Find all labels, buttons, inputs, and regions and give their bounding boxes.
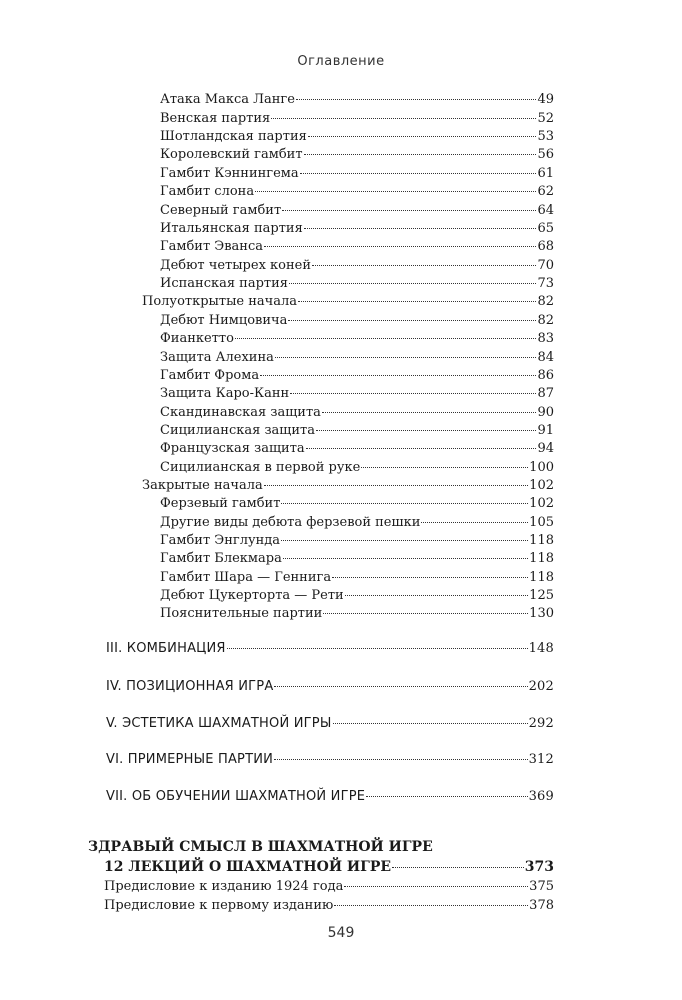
leader-dots bbox=[255, 191, 536, 192]
toc-section-title: Закрытые начала bbox=[142, 478, 263, 493]
toc-entry-page: 375 bbox=[529, 879, 554, 894]
leader-dots bbox=[227, 648, 528, 649]
toc-section-title: Полуоткрытые начала bbox=[142, 294, 298, 309]
toc-entry[interactable] bbox=[160, 422, 554, 440]
toc-entry-title: Гамбит Энглунда bbox=[160, 533, 281, 548]
leader-dots bbox=[334, 905, 528, 906]
toc-section-closed[interactable] bbox=[142, 477, 554, 495]
toc-entry-page: 65 bbox=[537, 221, 554, 236]
toc-section-semi-open[interactable] bbox=[142, 293, 554, 311]
toc-chapter[interactable] bbox=[106, 788, 554, 806]
toc-chapter[interactable] bbox=[106, 678, 554, 696]
toc-entry[interactable] bbox=[160, 275, 554, 293]
part-title: ЗДРАВЫЙ СМЫСЛ В ШАХМАТНОЙ ИГРЕ bbox=[88, 839, 433, 855]
toc-entry[interactable] bbox=[160, 165, 554, 183]
leader-dots bbox=[332, 577, 528, 578]
toc-part-subtitle[interactable] bbox=[104, 858, 554, 876]
leader-dots bbox=[275, 357, 537, 358]
toc-entry[interactable] bbox=[160, 146, 554, 164]
toc-chapter[interactable] bbox=[106, 715, 554, 733]
toc-chapter[interactable] bbox=[106, 751, 554, 769]
toc-chapter-page: 369 bbox=[528, 789, 554, 804]
toc-entry[interactable] bbox=[160, 110, 554, 128]
toc-entry[interactable] bbox=[160, 385, 554, 403]
toc-entry-title: Защита Алехина bbox=[160, 350, 274, 365]
toc-entry[interactable] bbox=[160, 91, 554, 109]
toc-entry-page: 94 bbox=[537, 441, 554, 456]
leader-dots bbox=[298, 301, 536, 302]
toc-chapter-page: 292 bbox=[528, 716, 554, 731]
toc-entry-page: 62 bbox=[537, 184, 554, 199]
leader-dots bbox=[392, 867, 524, 868]
toc-chapter-title: III. КОМБИНАЦИЯ bbox=[106, 641, 226, 656]
toc-entry-title: Испанская партия bbox=[160, 276, 288, 291]
leader-dots bbox=[264, 246, 536, 247]
leader-dots bbox=[260, 375, 536, 376]
toc-entry[interactable] bbox=[160, 550, 554, 568]
toc-entry-page: 118 bbox=[529, 551, 554, 566]
toc-entry-title: Ферзевый гамбит bbox=[160, 496, 281, 511]
toc-chapter-page: 148 bbox=[528, 641, 554, 656]
toc-entry[interactable] bbox=[160, 312, 554, 330]
leader-dots bbox=[289, 283, 536, 284]
toc-entry-title: Королевский гамбит bbox=[160, 147, 303, 162]
toc-entry-page: 84 bbox=[537, 350, 554, 365]
toc-chapter-title: V. ЭСТЕТИКА ШАХМАТНОЙ ИГРЫ bbox=[106, 716, 332, 731]
toc-entry-page: 90 bbox=[537, 405, 554, 420]
leader-dots bbox=[296, 99, 537, 100]
leader-dots bbox=[281, 503, 528, 504]
toc-entry-title: Атака Макса Ланге bbox=[160, 92, 295, 107]
leader-dots bbox=[235, 338, 537, 339]
toc-entry-page: 68 bbox=[537, 239, 554, 254]
toc-chapter-title: IV. ПОЗИЦИОННАЯ ИГРА bbox=[106, 679, 274, 694]
leader-dots bbox=[322, 412, 537, 413]
toc-entry-page: 82 bbox=[537, 313, 554, 328]
leader-dots bbox=[312, 265, 536, 266]
toc-entry-title: Сицилианская в первой руке bbox=[160, 460, 361, 475]
toc-entry-title: Итальянская партия bbox=[160, 221, 303, 236]
leader-dots bbox=[290, 393, 536, 394]
toc-entry-title: Другие виды дебюта ферзевой пешки bbox=[160, 515, 421, 530]
toc-entry-title: Венская партия bbox=[160, 111, 271, 126]
toc-entry-title: Защита Каро-Канн bbox=[160, 386, 290, 401]
toc-entry-page: 105 bbox=[529, 515, 554, 530]
toc-entry-page: 100 bbox=[529, 460, 554, 475]
leader-dots bbox=[281, 540, 528, 541]
toc-entry-title: Сицилианская защита bbox=[160, 423, 315, 438]
toc-entry-page: 61 bbox=[537, 166, 554, 181]
toc-entry-page: 53 bbox=[537, 129, 554, 144]
toc-entry-page: 73 bbox=[537, 276, 554, 291]
toc-entry[interactable] bbox=[160, 238, 554, 256]
toc-entry-title: Скандинавская защита bbox=[160, 405, 321, 420]
toc-entry-page: 64 bbox=[537, 203, 554, 218]
toc-entry[interactable] bbox=[160, 202, 554, 220]
leader-dots bbox=[308, 136, 537, 137]
toc-entry-title: Гамбит Эванса bbox=[160, 239, 263, 254]
toc-entry[interactable] bbox=[160, 367, 554, 385]
running-header: Оглавление bbox=[297, 54, 385, 69]
toc-entry[interactable] bbox=[160, 569, 554, 587]
toc-entry[interactable] bbox=[160, 128, 554, 146]
leader-dots bbox=[306, 448, 537, 449]
toc-entry-page: 91 bbox=[537, 423, 554, 438]
toc-entry-title: Дебют Цукерторта — Рети bbox=[160, 588, 344, 603]
toc-entry[interactable] bbox=[160, 495, 554, 513]
toc-entry-page: 86 bbox=[537, 368, 554, 383]
leader-dots bbox=[282, 210, 536, 211]
toc-entry-title: Дебют четырех коней bbox=[160, 258, 312, 273]
toc-entry[interactable] bbox=[160, 532, 554, 550]
leader-dots bbox=[323, 613, 528, 614]
toc-entry[interactable] bbox=[160, 587, 554, 605]
toc-entry-title: Гамбит слона bbox=[160, 184, 255, 199]
leader-dots bbox=[288, 320, 536, 321]
leader-dots bbox=[271, 118, 536, 119]
toc-entry[interactable] bbox=[104, 897, 554, 915]
toc-entry-title: Французская защита bbox=[160, 441, 305, 456]
toc-entry-page: 70 bbox=[537, 258, 554, 273]
toc-entry-title: Фианкетто bbox=[160, 331, 234, 346]
toc-chapter-page: 202 bbox=[528, 679, 554, 694]
toc-entry-page: 102 bbox=[529, 496, 554, 511]
toc-entry[interactable] bbox=[160, 459, 554, 477]
toc-entry-title: Гамбит Кэннингема bbox=[160, 166, 299, 181]
toc-entry-title: Предисловие к первому изданию bbox=[104, 898, 334, 913]
toc-entry-page: 83 bbox=[537, 331, 554, 346]
toc-entry-title: Гамбит Фрома bbox=[160, 368, 260, 383]
toc-entry-page: 87 bbox=[537, 386, 554, 401]
toc-entry-title: Гамбит Шара — Геннига bbox=[160, 570, 332, 585]
toc-section-page: 82 bbox=[537, 294, 554, 309]
toc-entry-page: 49 bbox=[537, 92, 554, 107]
leader-dots bbox=[316, 430, 536, 431]
toc-entry-title: Северный гамбит bbox=[160, 203, 282, 218]
leader-dots bbox=[283, 558, 528, 559]
toc-entry[interactable] bbox=[160, 404, 554, 422]
toc-entry-page: 125 bbox=[529, 588, 554, 603]
toc-entry[interactable] bbox=[160, 440, 554, 458]
toc-entry-page: 378 bbox=[529, 898, 554, 913]
toc-entry[interactable] bbox=[160, 605, 554, 623]
toc-entry-title: Шотландская партия bbox=[160, 129, 307, 144]
toc-entry-page: 130 bbox=[529, 606, 554, 621]
toc-part-subtitle-title: 12 ЛЕКЦИЙ О ШАХМАТНОЙ ИГРЕ bbox=[104, 859, 392, 875]
toc-entry-title: Дебют Нимцовича bbox=[160, 313, 288, 328]
leader-dots bbox=[274, 686, 527, 687]
toc-chapter-title: VII. ОБ ОБУЧЕНИИ ШАХМАТНОЙ ИГРЕ bbox=[106, 789, 366, 804]
toc-entry-title: Гамбит Блекмара bbox=[160, 551, 282, 566]
toc-entry-title: Пояснительные партии bbox=[160, 606, 323, 621]
toc-entry[interactable] bbox=[160, 330, 554, 348]
toc-entry-page: 118 bbox=[529, 570, 554, 585]
leader-dots bbox=[274, 759, 527, 760]
leader-dots bbox=[344, 886, 528, 887]
leader-dots bbox=[333, 723, 528, 724]
toc-entry[interactable] bbox=[160, 514, 554, 532]
toc-entry-page: 56 bbox=[537, 147, 554, 162]
leader-dots bbox=[304, 228, 537, 229]
toc-chapter-page: 312 bbox=[528, 752, 554, 767]
toc-entry-page: 118 bbox=[529, 533, 554, 548]
toc-entry[interactable] bbox=[104, 878, 554, 896]
leader-dots bbox=[304, 154, 537, 155]
toc-part-subtitle-page: 373 bbox=[524, 859, 554, 875]
toc-entry[interactable] bbox=[160, 220, 554, 238]
leader-dots bbox=[361, 467, 528, 468]
toc-entry-title: Предисловие к изданию 1924 года bbox=[104, 879, 344, 894]
leader-dots bbox=[264, 485, 528, 486]
leader-dots bbox=[366, 796, 527, 797]
leader-dots bbox=[300, 173, 537, 174]
toc-entry[interactable] bbox=[160, 183, 554, 201]
toc-chapter[interactable] bbox=[106, 640, 554, 658]
toc-entry[interactable] bbox=[160, 257, 554, 275]
toc-entry[interactable] bbox=[160, 349, 554, 367]
toc-entry-page: 52 bbox=[537, 111, 554, 126]
toc-section-page: 102 bbox=[529, 478, 554, 493]
leader-dots bbox=[345, 595, 528, 596]
toc-chapter-title: VI. ПРИМЕРНЫЕ ПАРТИИ bbox=[106, 752, 274, 767]
page-number: 549 bbox=[327, 925, 355, 941]
leader-dots bbox=[421, 522, 528, 523]
